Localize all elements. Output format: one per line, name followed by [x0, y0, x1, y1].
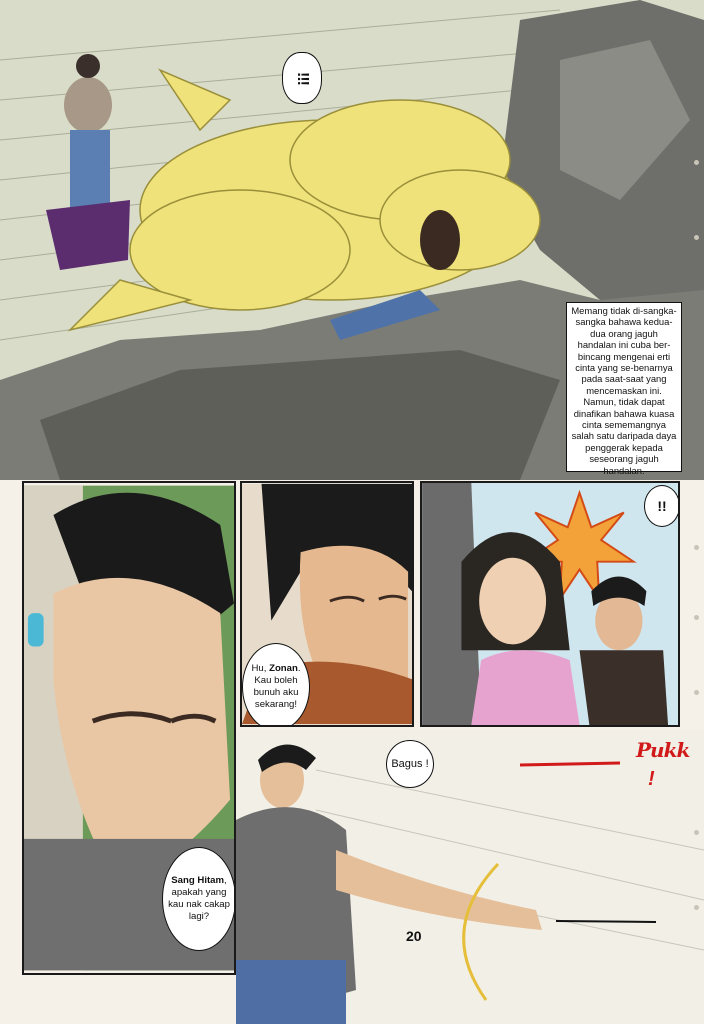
sound-effect-exclaim: !	[648, 768, 655, 790]
panel-middle-zonan	[240, 481, 414, 727]
sfx-speed-line	[520, 755, 620, 769]
sound-effect-pukk: Pukk	[636, 738, 690, 762]
panel-top-cliff-scene	[0, 0, 704, 480]
panel-right-surprise	[420, 481, 680, 727]
binding-hole	[694, 160, 699, 165]
attack-scene-art	[236, 730, 704, 1024]
bubble-text: !!!	[294, 71, 311, 85]
bubble-text: !!	[657, 498, 667, 514]
bubble-line1: Hu,	[251, 663, 270, 674]
bubble-name: Zonan	[269, 663, 298, 674]
binding-hole	[694, 830, 699, 835]
bubble-text-wrapper	[243, 659, 309, 715]
speech-bubble-zonan	[242, 643, 310, 727]
panel-bottom-attack	[236, 730, 704, 1024]
bubble-text: Bagus !	[391, 757, 429, 770]
binding-hole	[694, 615, 699, 620]
narration-caption-box	[566, 302, 682, 476]
speech-bubble-ellipsis	[282, 52, 322, 104]
binding-hole	[694, 905, 699, 910]
surprise-scene-art	[422, 483, 678, 725]
speech-bubble-exclaim	[644, 485, 680, 527]
speech-bubble-bagus	[386, 740, 434, 788]
bubble-line2: . Kau boleh bunuh aku sekarang!	[253, 663, 301, 710]
bubble-text-wrapper	[163, 871, 235, 927]
binding-hole	[694, 235, 699, 240]
page-number: 20	[406, 928, 422, 944]
binding-hole	[694, 545, 699, 550]
caption-text: Memang tidak di-sangka-sangka bahawa kedua-dua orang jaguh handalan ini cuba ber-bincang mengenai erti cinta yang se-benarnya pada saat-saat yang mencemaskan ini. Namun, tidak dapat dinafikan bahawa kuasa cinta sememangnya salah satu daripada daya penggerak kepada seseorang jaguh handalan.	[571, 305, 677, 476]
bubble-name: Sang Hitam	[171, 875, 225, 886]
bubble-rest: , apakah yang kau nak cakap lagi?	[168, 875, 230, 922]
speech-bubble-sang-hitam	[162, 847, 236, 951]
panel-left-closeup	[22, 481, 236, 975]
binding-hole	[694, 690, 699, 695]
